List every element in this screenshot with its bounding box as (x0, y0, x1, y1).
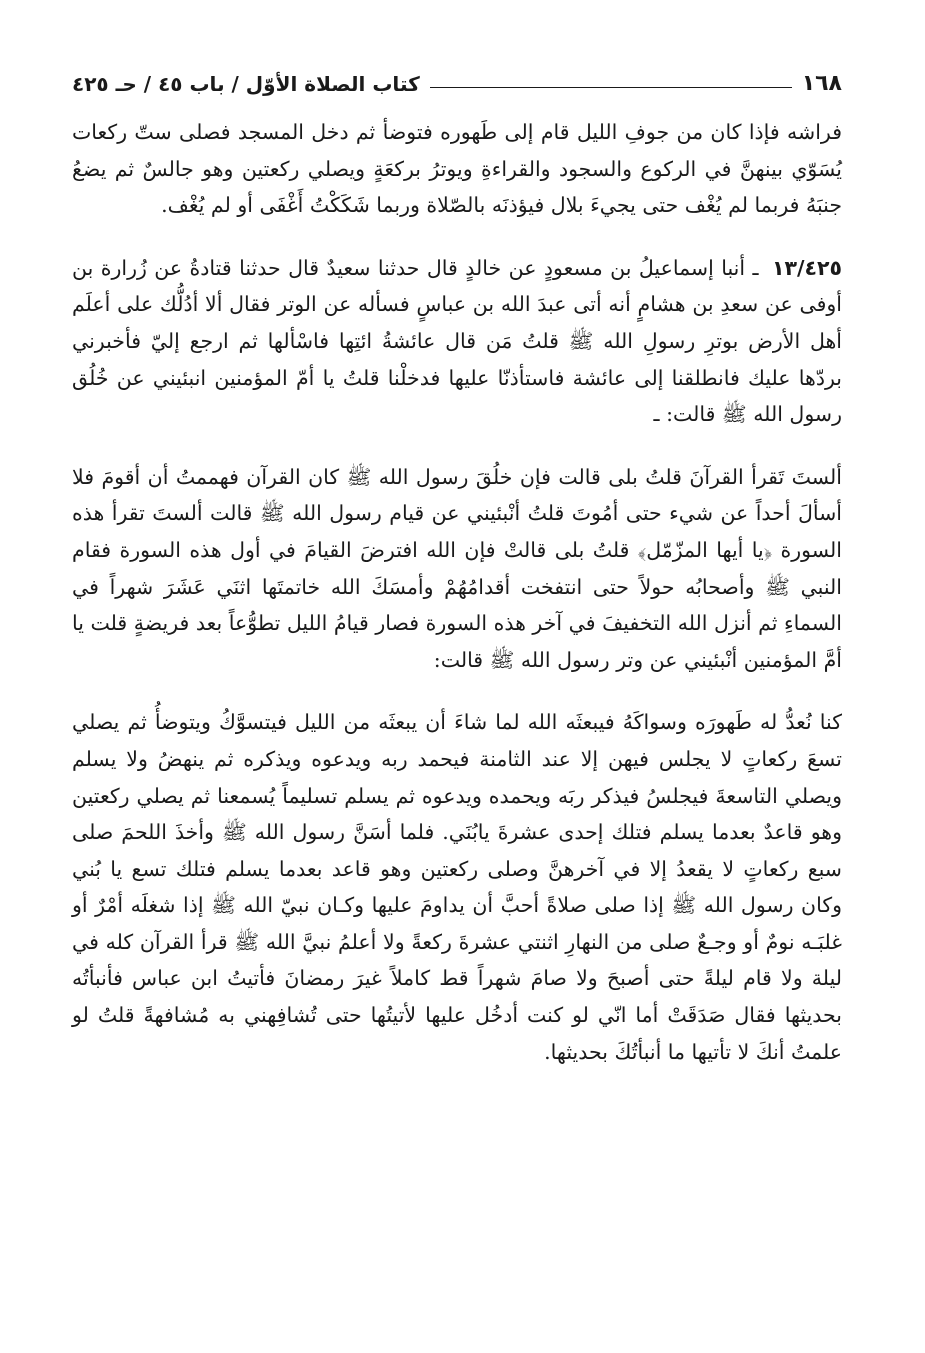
hadith-number: ١٣/٤٢٥ (771, 255, 842, 280)
paragraph-continuation (72, 114, 842, 224)
paragraph-narration (72, 704, 842, 1070)
page-header (72, 62, 842, 96)
paragraph-text: ألستَ تَقرأ القرآنَ قلتُ بلى قالت فإن خلُقَ رسول الله ﷺ كان القرآن فهممتُ أن أقومَ فلا أسألَ أحداً عن شيء حتى أمُوتَ قلتُ أنْبئيني عن قيام رسول الله ﷺ قالت ألستَ تقرأ هذه السورة ﴿يا أيها المزّمّل﴾ قلتُ بلى قالتْ فإن الله افترضَ القيامَ في أول هذه السورة فقام النبي ﷺ وأصحابُه حولاً حتى انتفخت أقدامُهُمْ وأمسَكَ الله خاتمتَها اثنَي عَشَرَ شهراً في السماءِ ثم أنزل الله التخفيفَ في آخر هذه السورة فصار قيامُ الليل تطوُّعاً بعد فريضةٍ قلت يا أمَّ المؤمنين أنْبئيني عن وتر رسول الله ﷺ قالت: (72, 464, 842, 672)
paragraph-hadith (72, 250, 842, 433)
paragraph-text: ـ أنبا إسماعيلُ بن مسعودٍ عن خالدٍ قال حدثنا سعيدٌ قال حدثنا قتادةُ عن زُرارة بن أوفى عن سعدِ بن هشامٍ أنه أتى عبدَ الله بن عباسٍ فسأله عن الوتر فقال ألا أدُلُّك على أعلَم أهل الأرض بوترِ رسولِ الله ﷺ قلتُ مَن قال عائشةُ ائتِها فاسْألها ثم ارجع إليّ فأخبرني بردّها عليك فانطلقنا إلى عائشة فاستأذنّا عليها فدخلْنا قلتُ يا أمّ المؤمنين انبئيني عن خُلُق رسول الله ﷺ قالت: ـ (72, 255, 842, 427)
paragraph-text: فراشه فإذا كان من جوفِ الليل قام إلى طَهوره فتوضأ ثم دخل المسجد فصلى ستّ ركعات يُسَوّي بينهنَّ في الركوع والسجود والقراءةِ ويوترُ بركعَةٍ ويصلي ركعتين وهو جالسٌ ثم يضعُ جنبَهُ فربما لم يُغْف حتى يجيءَ بلال فيؤذنَه بالصّلاة وربما شَكَكْتُ أَغْفَى أو لم يُغْف. (72, 120, 842, 218)
header-rule (430, 87, 792, 88)
paragraph-text: كنا نُعدُّ له طَهورَه وسواكَهُ فيبعثَه الله لما شاءَ أن يبعثَه من الليل فيتسوَّكُ ويتوضأُ ثم يصلي تسعَ ركعاتٍ لا يجلس فيهن إلا عند الثامنة فيحمد ربه ويدعوه ويذكره ثم ينهضُ ولا يسلم ويصلي التاسعةَ فيجلسُ فيذكر ربَه ويحمده ويدعوه ثم يسلم تسليماً يُسمعنا ثم يصلي ركعتين وهو قاعدٌ بعدما يسلم فتلك إحدى عشرةَ يابُنَي. فلما أسَنَّ رسول الله ﷺ وأخذَ اللحمَ صلى سبع ركعاتٍ لا يقعدُ إلا في آخرهنَّ وصلى ركعتين وهو قاعد بعدما يسلم فتلك تسع يا بُني وكان رسول الله ﷺ إذا صلى صلاةً أحبَّ أن يداومَ عليها وكـان نبيّ الله ﷺ إذا شغلَه أمْرٌ أو غلبَـه نومٌ أو وجـعٌ صلى من النهارِ اثنتي عشرةَ ركعةً ولا أعلمُ نبيَّ الله ﷺ قرأ القرآن كله في ليلة ولا قام ليلةً حتى أصبحَ ولا صامَ شهراً قط كاملاً غيرَ رمضانَ فأتيتُ ابن عباس فأنبأتُه بحديثها فقال صَدَقَتْ أما انّي لو كنت أدخُل عليها لأتيتُها حتى تُشافِهني به مُشافهةً قلتُ لو علمتُ أنكَ لا تأتيها ما أنبأتُكَ بحديثها. (72, 710, 842, 1064)
book-page (72, 62, 842, 1070)
paragraph-dialogue (72, 459, 842, 679)
running-head: كتاب الصلاة الأوّل / باب ٤٥ / حـ ٤٢٥ (72, 72, 420, 96)
page-number: ١٦٨ (801, 71, 842, 96)
